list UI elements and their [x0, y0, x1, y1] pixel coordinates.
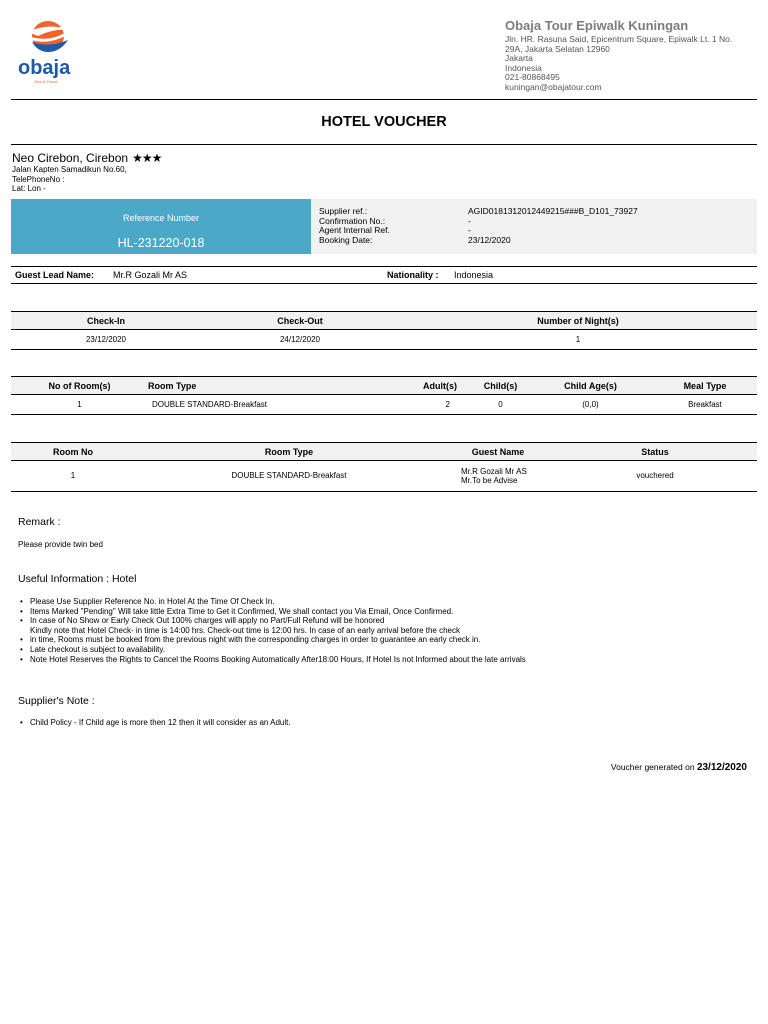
table-row	[11, 330, 757, 350]
guests-table	[11, 442, 757, 492]
guest-lead-row	[11, 266, 757, 284]
adults-header: Adult(s)	[291, 377, 473, 395]
logo-wordmark: obaja	[18, 57, 71, 79]
address-line: 29A, Jakarta Selatan 12960	[505, 43, 610, 54]
children-header: Child(s)	[473, 377, 528, 395]
stay-table	[11, 311, 757, 350]
supplier-ref-label: Supplier ref.:	[319, 206, 368, 216]
room-count-value: 1	[11, 395, 148, 415]
company-name: Obaja Tour Epiwalk Kuningan	[505, 18, 689, 33]
rooms-table	[11, 376, 757, 415]
child-ages-header: Child Age(s)	[528, 377, 653, 395]
child-ages-value: (0,0)	[528, 395, 653, 415]
guest-name-header: Guest Name	[443, 443, 553, 461]
supplier-box	[311, 199, 757, 254]
checkout-date: 24/12/2020	[201, 330, 399, 350]
company-phone: 021-80868495	[505, 72, 560, 82]
address-line: Jakarta	[505, 53, 533, 63]
list-item: • in time, Rooms must be booked from the previous night with the corresponding charges in order to guarantee an early check in.	[20, 635, 481, 645]
logo-tagline: Tour & Travel	[34, 79, 58, 84]
useful-info-heading: Useful Information : Hotel	[18, 573, 137, 585]
agent-ref-value: -	[468, 225, 471, 236]
guest-lead-value: Mr.R Gozali Mr AS	[113, 270, 188, 280]
room-type-header: Room Type	[135, 443, 443, 461]
generated-date: 23/12/2020	[696, 762, 747, 773]
agent-ref-label: Agent Internal Ref.	[319, 225, 390, 236]
table-row	[11, 395, 757, 415]
generated-on	[611, 762, 747, 773]
logo-mark-icon	[14, 18, 84, 90]
list-item: • Items Marked "Pending" Will take little Extra Time to Get it Confirmed, We shall contact you Via Email, Once Confirmed.	[20, 606, 454, 616]
supplier-note-heading: Supplier's Note :	[18, 695, 95, 707]
booking-date-label: Booking Date:	[319, 235, 373, 246]
meal-type-header: Meal Type	[653, 377, 757, 395]
confirmation-label: Confirmation No.:	[319, 215, 386, 226]
company-address	[505, 35, 760, 92]
booking-date-value: 23/12/2020	[468, 235, 511, 246]
list-item: • Please Use Supplier Reference No. in Hotel At the Time Of Check In.	[20, 597, 275, 606]
nights-header: Number of Night(s)	[399, 312, 757, 330]
company-info	[505, 18, 760, 92]
star-rating-icon: ★★★	[132, 151, 162, 165]
children-value: 0	[473, 395, 528, 415]
room-no-value: 1	[11, 461, 135, 492]
header-divider	[11, 99, 757, 100]
room-type-header: Room Type	[148, 377, 291, 395]
guest-name: Mr.To be Advise	[461, 476, 518, 485]
list-item: • Late checkout is subject to availability.	[20, 644, 166, 654]
voucher-title: HOTEL VOUCHER	[321, 114, 447, 130]
remark-text: Please provide twin bed	[18, 540, 103, 549]
address-line: Indonesia	[505, 62, 542, 73]
reference-box	[11, 199, 311, 254]
nights-count: 1	[399, 330, 757, 350]
useful-info-list	[20, 597, 526, 664]
generated-label: Voucher generated on	[610, 762, 695, 772]
nationality-label: Nationality :	[387, 270, 439, 280]
room-no-header: Room No	[11, 443, 135, 461]
remark-heading: Remark :	[18, 516, 61, 528]
reference-number: HL-231220-018	[117, 236, 205, 250]
table-row	[11, 461, 757, 492]
title-divider	[11, 144, 757, 145]
list-item: • In case of No Show or Early Check Out 100% charges will apply no Part/Full Refund will be honored	[20, 616, 385, 626]
company-email[interactable]: kuningan@obajatour.com	[505, 81, 602, 92]
supplier-labels	[319, 207, 390, 246]
checkin-header: Check-In	[11, 312, 201, 330]
checkout-header: Check-Out	[201, 312, 399, 330]
address-line: Jln. HR. Rasuna Said, Epicentrum Square, Epiwalk Lt. 1 No.	[505, 34, 733, 44]
guest-lead-label: Guest Lead Name:	[15, 270, 95, 280]
hotel-telephone: TelePhoneNo :	[12, 174, 65, 184]
status-badge: vouchered	[553, 461, 757, 492]
list-item: Kindly note that Hotel Check- in time is 14:00 hrs. Check-out time is 12:00 hrs. In case of an early arrival before the check	[30, 625, 460, 635]
hotel-info	[12, 151, 161, 194]
guest-names	[443, 461, 553, 492]
status-header: Status	[553, 443, 757, 461]
checkin-date: 23/12/2020	[11, 330, 201, 350]
supplier-values	[468, 207, 638, 246]
adults-value: 2	[291, 395, 473, 415]
reference-label: Reference Number	[122, 213, 200, 223]
room-type-value: DOUBLE STANDARD-Breakfast	[148, 395, 291, 415]
room-count-header: No of Room(s)	[11, 377, 148, 395]
list-item: • Child Policy - If Child age is more then 12 then it will consider as an Adult.	[20, 718, 291, 727]
supplier-ref-value: AGID0181312012449215###B_D101_73927	[468, 206, 638, 216]
confirmation-value: -	[468, 215, 471, 226]
supplier-note-list	[20, 718, 291, 728]
hotel-latlon: Lat: Lon -	[12, 184, 46, 193]
hotel-address: Jalan Kapten Samadikun No.60,	[12, 165, 127, 174]
meal-type-value: Breakfast	[653, 395, 757, 415]
room-type-value: DOUBLE STANDARD-Breakfast	[135, 461, 443, 492]
guest-name: Mr.R Gozali Mr AS	[461, 466, 527, 476]
company-logo	[14, 18, 84, 90]
list-item: • Note Hotel Reserves the Rights to Cancel the Rooms Booking Automatically After18:00 Hours, If Hotel Is not Informed about the late arrivals	[20, 654, 526, 664]
hotel-name: Neo Cirebon, Cirebon	[12, 151, 129, 165]
nationality-value: Indonesia	[454, 270, 494, 280]
